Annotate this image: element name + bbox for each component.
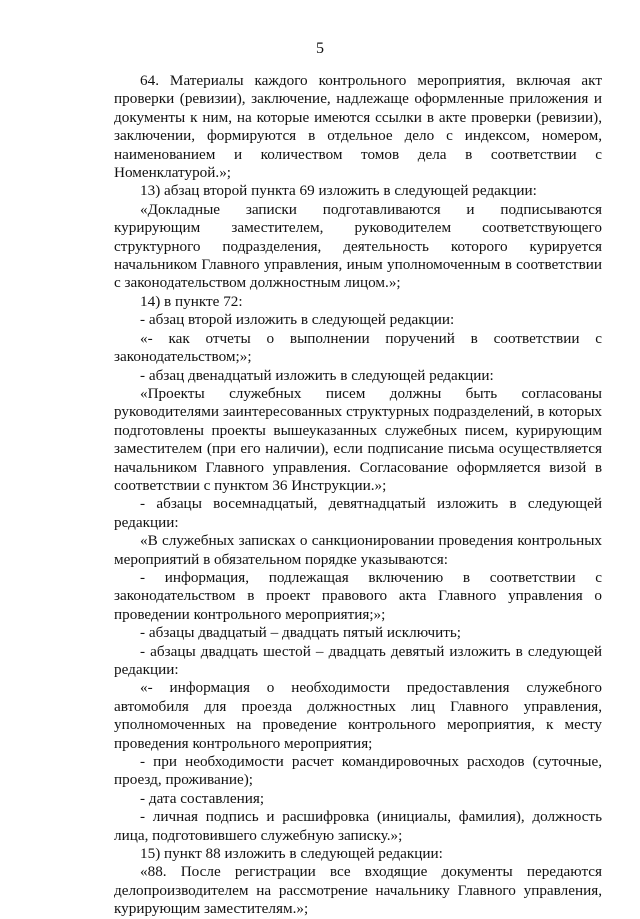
paragraph-quote-official-letters: «Проекты служебных писем должны быть согласованы руководителями заинтересованных структурных подразделений, в которых подготовлены проекты вышеуказанных служебных писем, курирующим заместителем (при его наличии), если подписание письма осуществляется начальником Главного управления. Согласование оформляется визой в соответствии с пунктом 36 Инструкции.»; xyxy=(114,384,602,494)
document-body xyxy=(114,72,602,919)
page-number: 5 xyxy=(316,40,324,57)
paragraph-travel-expenses: - при необходимости расчет командировочных расходов (суточные, проезд, проживание); xyxy=(114,753,602,789)
paragraph-quote-reports-execution: «- как отчеты о выполнении поручений в соответствии с законодательством;»; xyxy=(114,329,602,366)
paragraph-information-item: - информация, подлежащая включению в соответствии с законодательством в проект правового акта Главного управления о проведении контрольного мероприятия;»; xyxy=(114,568,602,623)
paragraph-quote-vehicle: «- информация о необходимости предоставления служебного автомобиля для проезда должностных лиц Главного управления, уполномоченных на проведение контрольного мероприятия, к месту проведения контрольного мероприятия; xyxy=(114,679,602,752)
paragraph-amendment-15: 15) пункт 88 изложить в следующей редакции: xyxy=(140,845,443,863)
paragraph-quote-item-88: «88. После регистрации все входящие документы передаются делопроизводителем на рассмотрение начальнику Главного управления, курирующим заместителям.»; xyxy=(114,863,602,918)
paragraph-twelfth-abzac: - абзац двенадцатый изложить в следующей редакции: xyxy=(140,366,494,384)
paragraph-26-29-abzac: - абзацы двадцать шестой – двадцать девятый изложить в следующей редакции: xyxy=(114,642,602,678)
paragraph-second-abzac: - абзац второй изложить в следующей редакции: xyxy=(140,311,455,329)
paragraph-quote-service-notes: «В служебных записках о санкционировании проведения контрольных мероприятий в обязательном порядке указываются: xyxy=(114,532,602,568)
paragraph-item-64: 64. Материалы каждого контрольного мероприятия, включая акт проверки (ревизии), заключение, надлежаще оформленные приложения и документы к ним, на которые имеются ссылки в акте проверки (ревизии), заключении, формируются в отдельное дело с индексом, номером, наименованием и количеством томов дела в соответствии с Номенклатурой.»; xyxy=(114,72,602,182)
paragraph-date: - дата составления; xyxy=(140,789,265,807)
paragraph-amendment-13: 13) абзац второй пункта 69 изложить в следующей редакции: xyxy=(140,182,537,200)
paragraph-18-19-abzac: - абзацы восемнадцатый, девятнадцатый изложить в следующей редакции: xyxy=(114,495,602,531)
paragraph-20-25-excluded: - абзацы двадцатый – двадцать пятый исключить; xyxy=(140,624,462,642)
paragraph-quote-reports: «Докладные записки подготавливаются и подписываются курирующим заместителем, руководителем соответствующего структурного подразделения, деятельность которого курируется начальником Главного управления, иным уполномоченным в соответствии с законодательством должностным лицом.»; xyxy=(114,200,602,292)
paragraph-signature: - личная подпись и расшифровка (инициалы, фамилия), должность лица, подготовившего служебную записку.»; xyxy=(114,808,602,844)
paragraph-amendment-14: 14) в пункте 72: xyxy=(140,292,243,310)
